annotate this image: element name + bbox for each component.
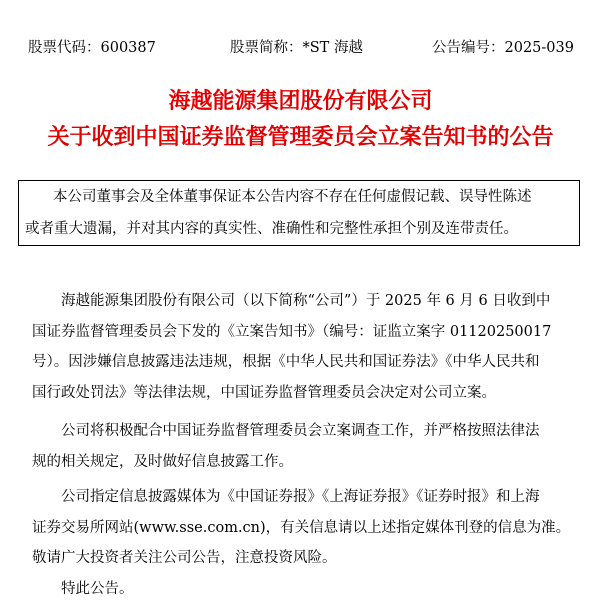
- closing-text: 特此公告。: [61, 581, 134, 597]
- paragraph-case-filing: [32, 286, 588, 408]
- stock-code: 股票代码：600387: [28, 40, 156, 56]
- stock-abbreviation: 股票简称：*ST 海越: [230, 40, 363, 56]
- paragraph-cooperation: [32, 416, 588, 477]
- paragraph-line: 国证券监督管理委员会下发的《立案告知书》（编号：证监立案字 01120250017: [32, 323, 552, 340]
- announcement-header: [28, 38, 579, 58]
- announcement-number: 公告编号：2025-039: [432, 40, 574, 56]
- paragraph-media: [32, 482, 588, 574]
- disclaimer-line: 本公司董事会及全体董事保证本公告内容不存在任何虚假记载、误导性陈述: [53, 189, 532, 205]
- paragraph-line: 规的相关规定，及时做好信息披露工作。: [32, 453, 293, 470]
- paragraph-line: 海越能源集团股份有限公司（以下简称“公司”）于 2025 年 6 月 6 日收到中: [61, 293, 551, 309]
- disclaimer-box: [18, 180, 580, 246]
- paragraph-line: 公司指定信息披露媒体为《中国证券报》《上海证券报》《证券时报》和上海: [61, 489, 540, 505]
- paragraph-line: 证券交易所网站(www.sse.com.cn)，有关信息请以上述指定媒体刊登的信息为准。: [32, 519, 571, 536]
- paragraph-line: 国行政处罚法》等法律法规，中国证券监督管理委员会决定对公司立案。: [32, 384, 496, 401]
- closing-paragraph: [32, 574, 588, 605]
- paragraph-line: 敬请广大投资者关注公司公告，注意投资风险。: [32, 550, 337, 566]
- paragraph-line: 公司将积极配合中国证券监督管理委员会立案调查工作，并严格按照法律法: [61, 423, 540, 439]
- paragraph-line: 号）。因涉嫌信息披露违法违规，根据《中华人民共和国证券法》《中华人民共和: [32, 354, 540, 370]
- disclaimer-line: 或者重大遗漏，并对其内容的真实性、准确性和完整性承担个别及连带责任。: [25, 221, 518, 237]
- company-title: 海越能源集团股份有限公司: [168, 89, 433, 114]
- announcement-subject: 关于收到中国证券监督管理委员会立案告知书的公告: [47, 125, 554, 150]
